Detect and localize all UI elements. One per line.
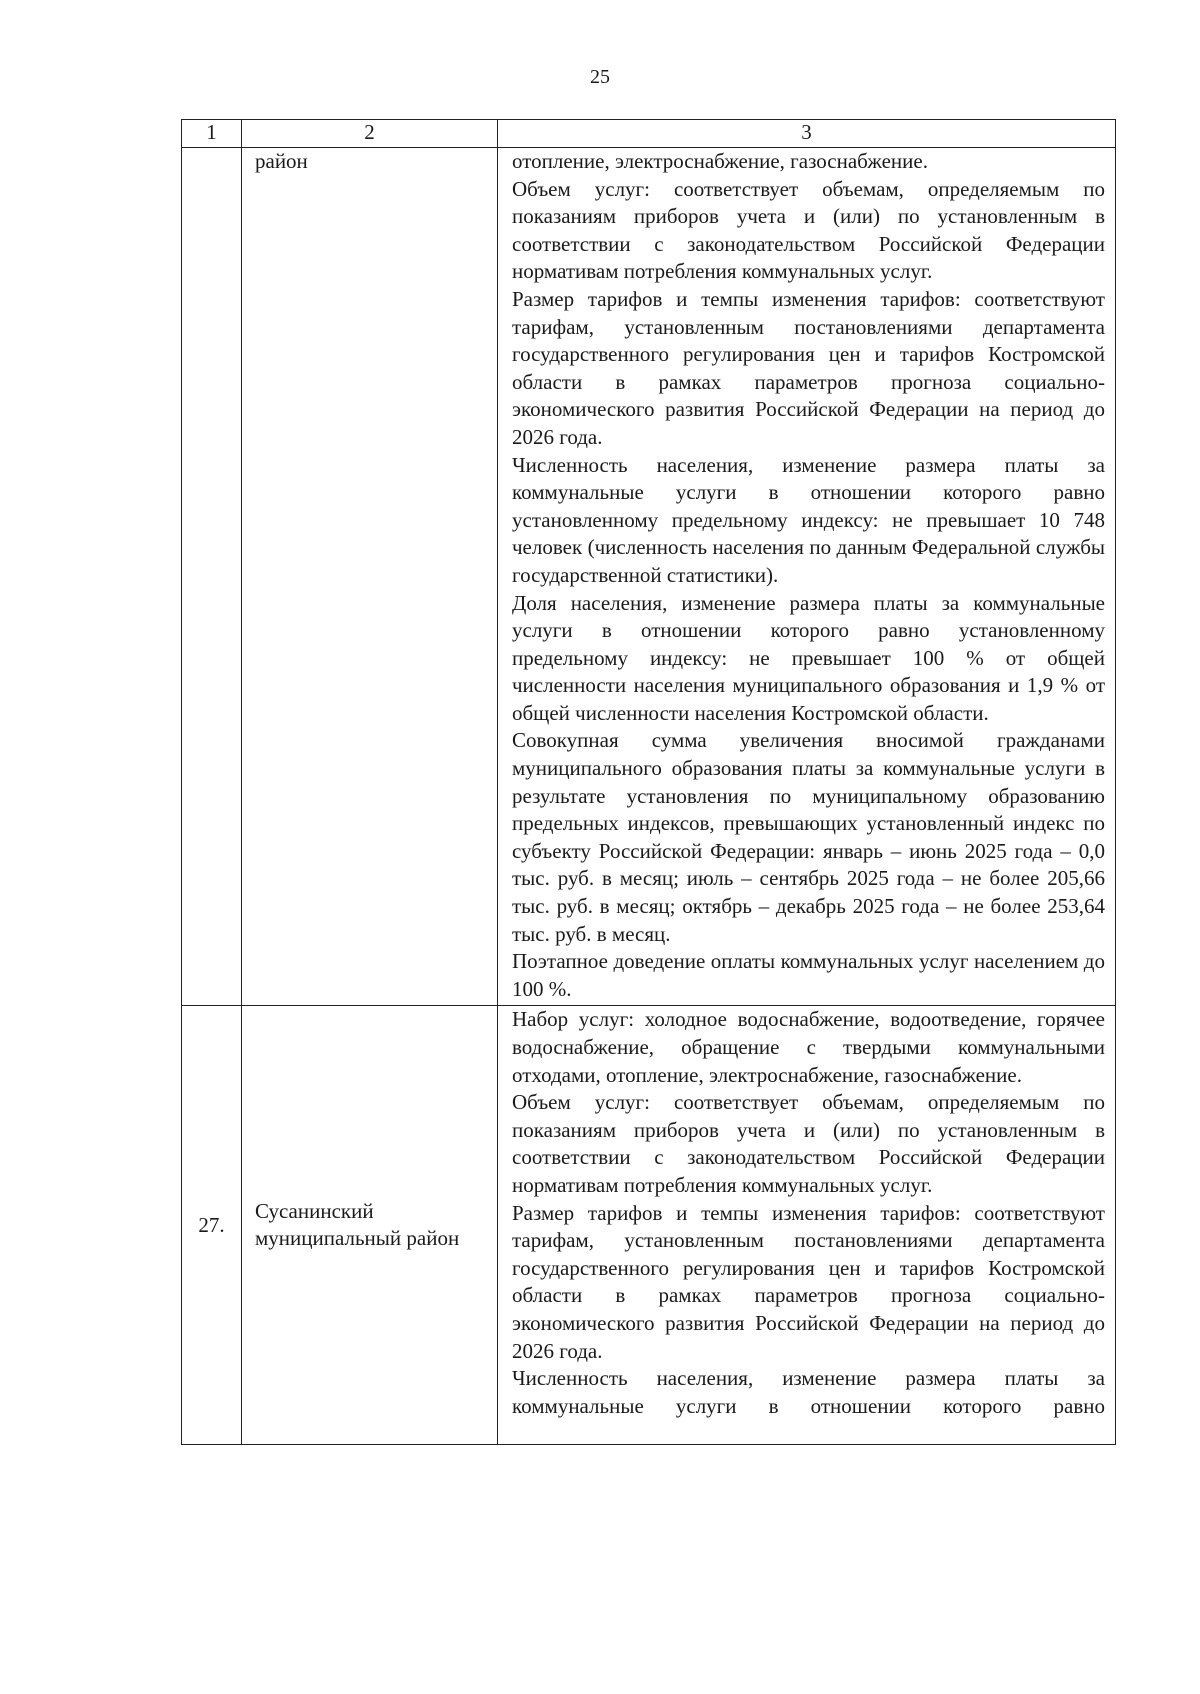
column-header-2: 2: [242, 120, 498, 148]
tariff-table: [181, 119, 1116, 1445]
row-number-cell: 27.: [182, 1006, 242, 1445]
paragraph: отопление, электроснабжение, газоснабжение.: [512, 149, 928, 173]
paragraph: Доля населения, изменение размера платы за коммунальные услуги в отношении которого равно установленному предельному индексу: не превышает 100 % от общей численности населения муниципального образования и 1,9 % от общей численности населения Костромской области.: [512, 590, 1105, 725]
column-header-1: 1: [182, 120, 242, 148]
table-header-row: [182, 120, 1116, 148]
municipality-name-cell: район: [242, 148, 498, 1006]
paragraph: Численность населения, изменение размера платы за коммунальные услуги в отношении которого равно: [512, 1366, 1105, 1418]
table-row: [182, 1006, 1116, 1445]
services-description-cell: [498, 1006, 1116, 1445]
municipality-name-cell: Сусанинский муниципальный район: [242, 1006, 498, 1445]
paragraph: Объем услуг: соответствует объемам, определяемым по показаниям приборов учета и (или) по установленным в соответствии с законодательством Российской Федерации нормативам потребления коммунальных услуг.: [512, 1090, 1105, 1197]
paragraph: Совокупная сумма увеличения вносимой гражданами муниципального образования платы за коммунальные услуги в результате установления по муниципальному образованию предельных индексов, превышающих установленный индекс по субъекту Российской Федерации: январь – июнь 2025 года – 0,0 тыс. руб. в месяц; июль – сентябрь 2025 года – не более 205,66 тыс. руб. в месяц; октябрь – декабрь 2025 года – не более 253,64 тыс. руб. в месяц.: [512, 728, 1105, 946]
paragraph: Объем услуг: соответствует объемам, определяемым по показаниям приборов учета и (или) по установленным в соответствии с законодательством Российской Федерации нормативам потребления коммунальных услуг.: [512, 176, 1105, 284]
cell-content: [512, 1006, 1105, 1444]
paragraph: Численность населения, изменение размера платы за коммунальные услуги в отношении которого равно установленному предельному индексу: не превышает 10 748 человек (численность населения по данным Федеральной службы государственной статистики).: [512, 452, 1105, 587]
row-number-cell: [182, 148, 242, 1006]
services-description-cell: [498, 148, 1116, 1006]
column-header-3: 3: [498, 120, 1116, 148]
paragraph: Размер тарифов и темпы изменения тарифов: соответствуют тарифам, установленным постановлениями департамента государственного регулирования цен и тарифов Костромской области в рамках параметров прогноза социально-экономического развития Российской Федерации на период до 2026 года.: [512, 286, 1105, 449]
paragraph: Размер тарифов и темпы изменения тарифов: соответствуют тарифам, установленным постановлениями департамента государственного регулирования цен и тарифов Костромской области в рамках параметров прогноза социально-экономического развития Российской Федерации на период до 2026 года.: [512, 1200, 1105, 1363]
table-row: [182, 148, 1116, 1006]
page-number: 25: [590, 66, 610, 88]
paragraph: Поэтапное доведение оплаты коммунальных услуг населением до 100 %.: [512, 949, 1105, 1001]
paragraph: Набор услуг: холодное водоснабжение, водоотведение, горячее водоснабжение, обращение с твердыми коммунальными отходами, отопление, электроснабжение, газоснабжение.: [512, 1007, 1105, 1087]
